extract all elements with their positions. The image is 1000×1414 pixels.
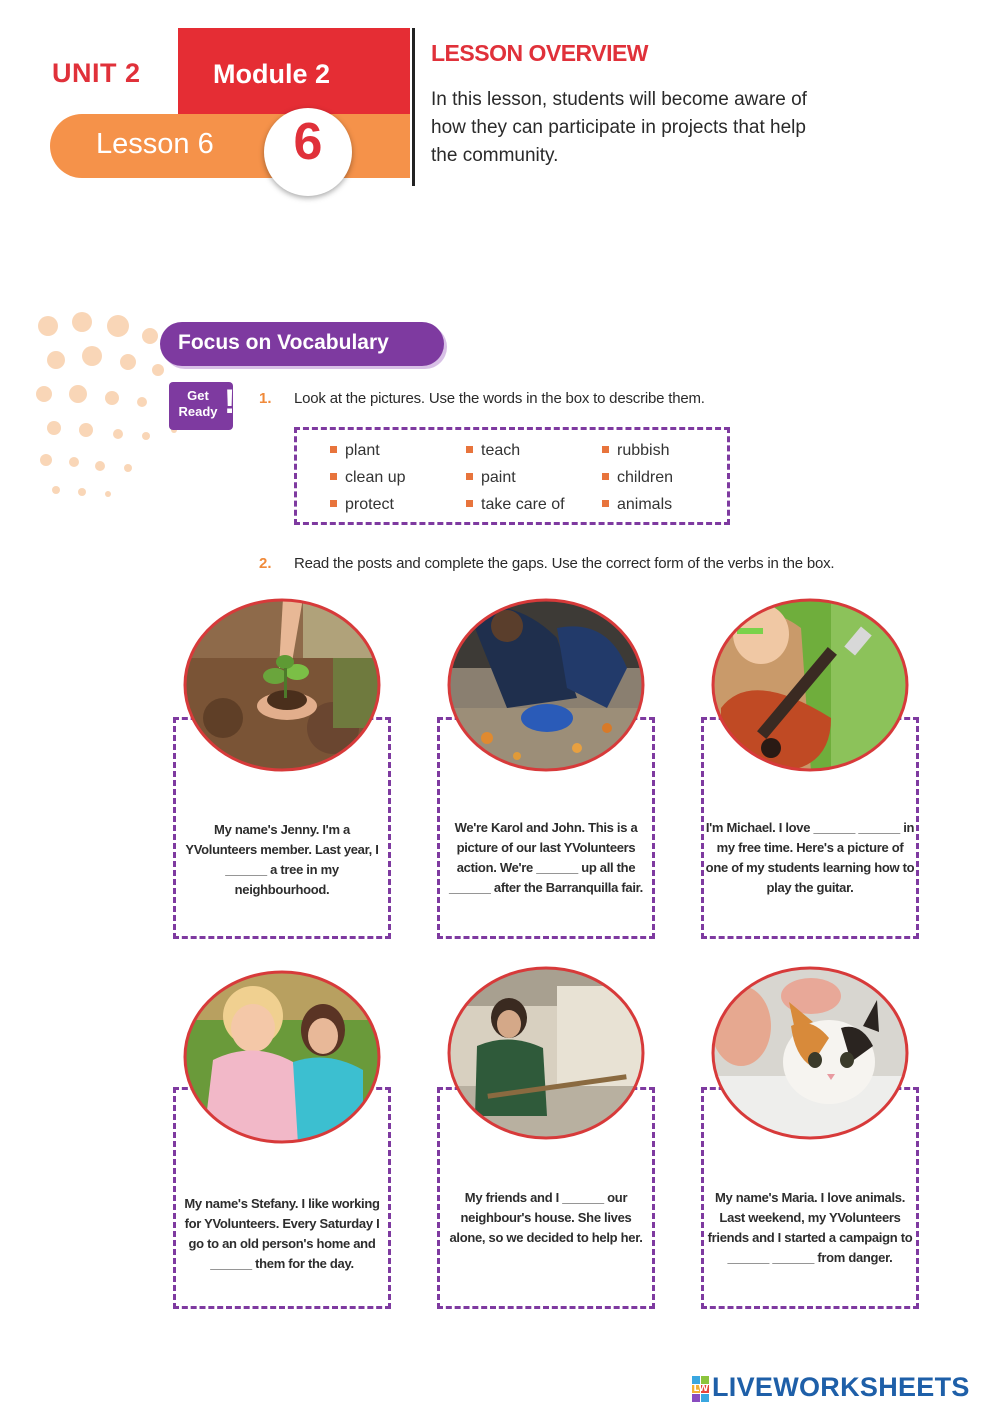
post-text: We're Karol and John. This is a picture of our last YVolunteers action. We're ______ up all the ______ after the Barranquilla fair. <box>449 820 643 895</box>
header-divider <box>412 28 415 186</box>
bullet-icon <box>330 473 337 480</box>
instruction-number: 2. <box>259 555 272 572</box>
instruction-number: 1. <box>259 390 272 407</box>
bullet-icon <box>330 500 337 507</box>
liveworksheets-brand: LIVEWORKSHEETS <box>712 1372 970 1402</box>
lesson-number: 6 <box>293 113 323 171</box>
post-photo-seedling <box>183 598 381 772</box>
lesson-label: Lesson 6 <box>96 128 214 160</box>
bullet-icon <box>466 500 473 507</box>
bullet-icon <box>602 446 609 453</box>
get-ready-line2: Ready <box>178 404 218 419</box>
post-photo-kitten <box>711 966 909 1140</box>
word-label: animals <box>617 496 673 513</box>
instruction-text: Read the posts and complete the gaps. Use the correct form of the verbs in the box. <box>294 555 835 572</box>
word-item <box>330 442 380 460</box>
overview-text: In this lesson, students will become aware of how they can participate in projects that help the community. <box>431 89 807 166</box>
word-label: protect <box>345 496 394 513</box>
section-title: Focus on Vocabulary <box>178 331 389 354</box>
post-text: I'm Michael. I love ______ ______ in my free time. Here's a picture of one of my students learning how to play the guitar. <box>705 820 915 895</box>
word-label: paint <box>481 469 516 486</box>
word-item <box>330 496 394 514</box>
word-label: clean up <box>345 469 406 486</box>
instruction-text: Look at the pictures. Use the words in the box to describe them. <box>294 390 705 407</box>
overview-title: LESSON OVERVIEW <box>431 40 649 66</box>
post-photo-elderly-care <box>183 970 381 1144</box>
word-item <box>330 469 406 487</box>
bullet-icon <box>466 473 473 480</box>
module-label: Module 2 <box>213 59 331 89</box>
word-label: plant <box>345 442 380 459</box>
logo-letters: LW <box>693 1384 709 1394</box>
liveworksheets-logo-icon <box>692 1376 710 1402</box>
post-photo-painting <box>447 966 645 1140</box>
bullet-icon <box>466 446 473 453</box>
word-item <box>602 469 673 487</box>
post-text: My name's Jenny. I'm a YVolunteers member. Last year, I ______ a tree in my neighbourhood. <box>185 822 379 897</box>
word-item <box>466 469 516 487</box>
bullet-icon <box>602 473 609 480</box>
post-text: My friends and I ______ our neighbour's house. She lives alone, so we decided to help her. <box>449 1190 643 1245</box>
word-label: children <box>617 469 674 486</box>
word-label: rubbish <box>617 442 670 459</box>
word-label: take care of <box>481 496 565 513</box>
get-ready-line1: Get <box>187 388 209 403</box>
word-item <box>466 496 565 514</box>
post-text: My name's Stefany. I like working for YVolunteers. Every Saturday I go to an old person's home and ______ them for the day. <box>184 1196 380 1271</box>
post-photo-clean-up <box>447 598 645 772</box>
post-photo-guitar <box>711 598 909 772</box>
word-item <box>602 442 669 460</box>
bullet-icon <box>330 446 337 453</box>
word-item <box>602 496 672 514</box>
unit-label: UNIT 2 <box>52 58 141 88</box>
post-text: My name's Maria. I love animals. Last weekend, my YVolunteers friends and I started a campaign to ______ ______ from danger. <box>707 1190 913 1265</box>
word-label: teach <box>481 442 521 459</box>
get-ready-exclamation: ! <box>224 383 236 421</box>
bullet-icon <box>602 500 609 507</box>
get-ready-label <box>171 388 225 420</box>
word-item <box>466 442 520 460</box>
